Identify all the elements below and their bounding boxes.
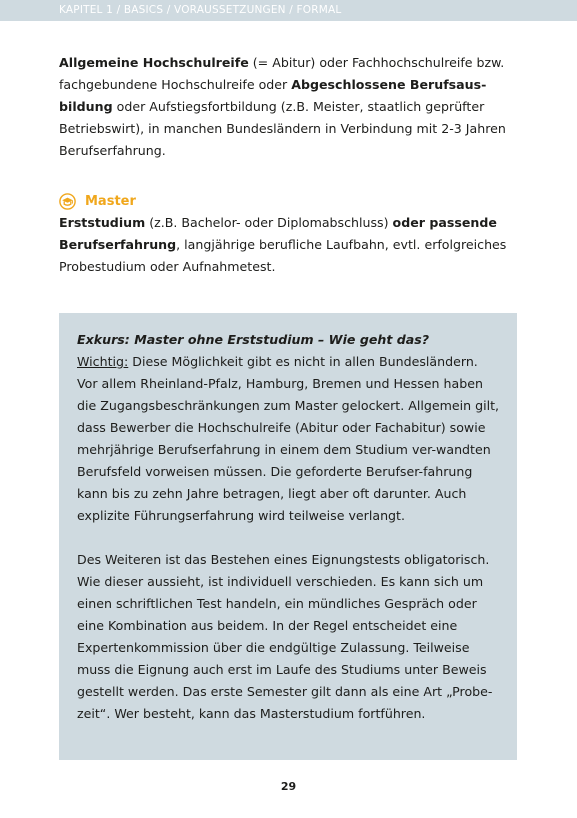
body-text: , langjährige berufliche Laufbahn, evtl. erfolgreiches Probestudium oder Aufnahmetest. (59, 237, 507, 274)
exkurs-paragraph-1 (77, 351, 501, 527)
graduation-cap-icon (59, 193, 76, 210)
master-paragraph (59, 212, 521, 278)
body-text: Diese Möglichkeit gibt es nicht in allen Bundesländern. Vor allem Rheinland-Pfalz, Hamburg, Bremen und Hessen haben die Zugangsbeschränkungen zum Master gelockert. Allgemein gilt, dass Bewerber die Hochschulreife (Abitur oder Fachabitur) sowie mehrjährige Berufserfahrung in einem dem Studium ver-wandten Berufsfeld vorweisen müssen. Die geforderte Berufser-fahrung kann bis zu zehn Jahre betragen, liegt aber oft darunter. Auch explizite Führungserfahrung wird teilweise verlangt. (77, 354, 500, 523)
bold-term: oder passende Berufserfahrung (59, 215, 497, 252)
bold-term: Allgemeine Hochschulreife (59, 55, 249, 70)
requirements-paragraph (59, 52, 521, 162)
body-text: oder Aufstiegsfortbildung (z.B. Meister, staatlich geprüfter Betriebswirt), in manchen Bundesländern in Verbindung mit 2-3 Jahren Berufserfahrung. (59, 99, 506, 158)
exkurs-title: Exkurs: Master ohne Erststudium – Wie geht das? (77, 332, 430, 347)
bold-term: Abgeschlossene Berufsaus-bildung (59, 77, 487, 114)
exkurs-paragraph-2: Des Weiteren ist das Bestehen eines Eignungstests obligatorisch. Wie dieser aussieht, ist individuell verschieden. Es kann sich um einen schriftlichen Test handeln, ein mündliches Gespräch oder eine Kombination aus beidem. In der Regel entscheidet eine Expertenkommission über die endgültige Zulassung. Teilweise muss die Eignung auch erst im Laufe des Studiums unter Beweis gestellt werden. Das erste Semester gilt dann als eine Art „Probe-zeit“. Wer besteht, kann das Masterstudium fortführen. (77, 552, 493, 721)
chapter-header-bar (0, 0, 577, 21)
bold-term: Erststudium (59, 215, 146, 230)
exkurs-box (59, 313, 517, 760)
exkurs-content (77, 329, 501, 725)
body-text: (= Abitur) oder Fachhochschulreife bzw. fachgebundene Hochschulreife oder (59, 55, 505, 92)
page-number: 29 (280, 780, 297, 793)
important-label: Wichtig: (77, 354, 129, 369)
breadcrumb: KAPITEL 1 / BASICS / VORAUSSETZUNGEN / FORMAL (59, 4, 342, 16)
body-text: (z.B. Bachelor- oder Diplomabschluss) (145, 215, 393, 230)
paragraph-gap (77, 527, 501, 549)
master-label: Master (85, 193, 136, 209)
master-heading (59, 190, 136, 212)
